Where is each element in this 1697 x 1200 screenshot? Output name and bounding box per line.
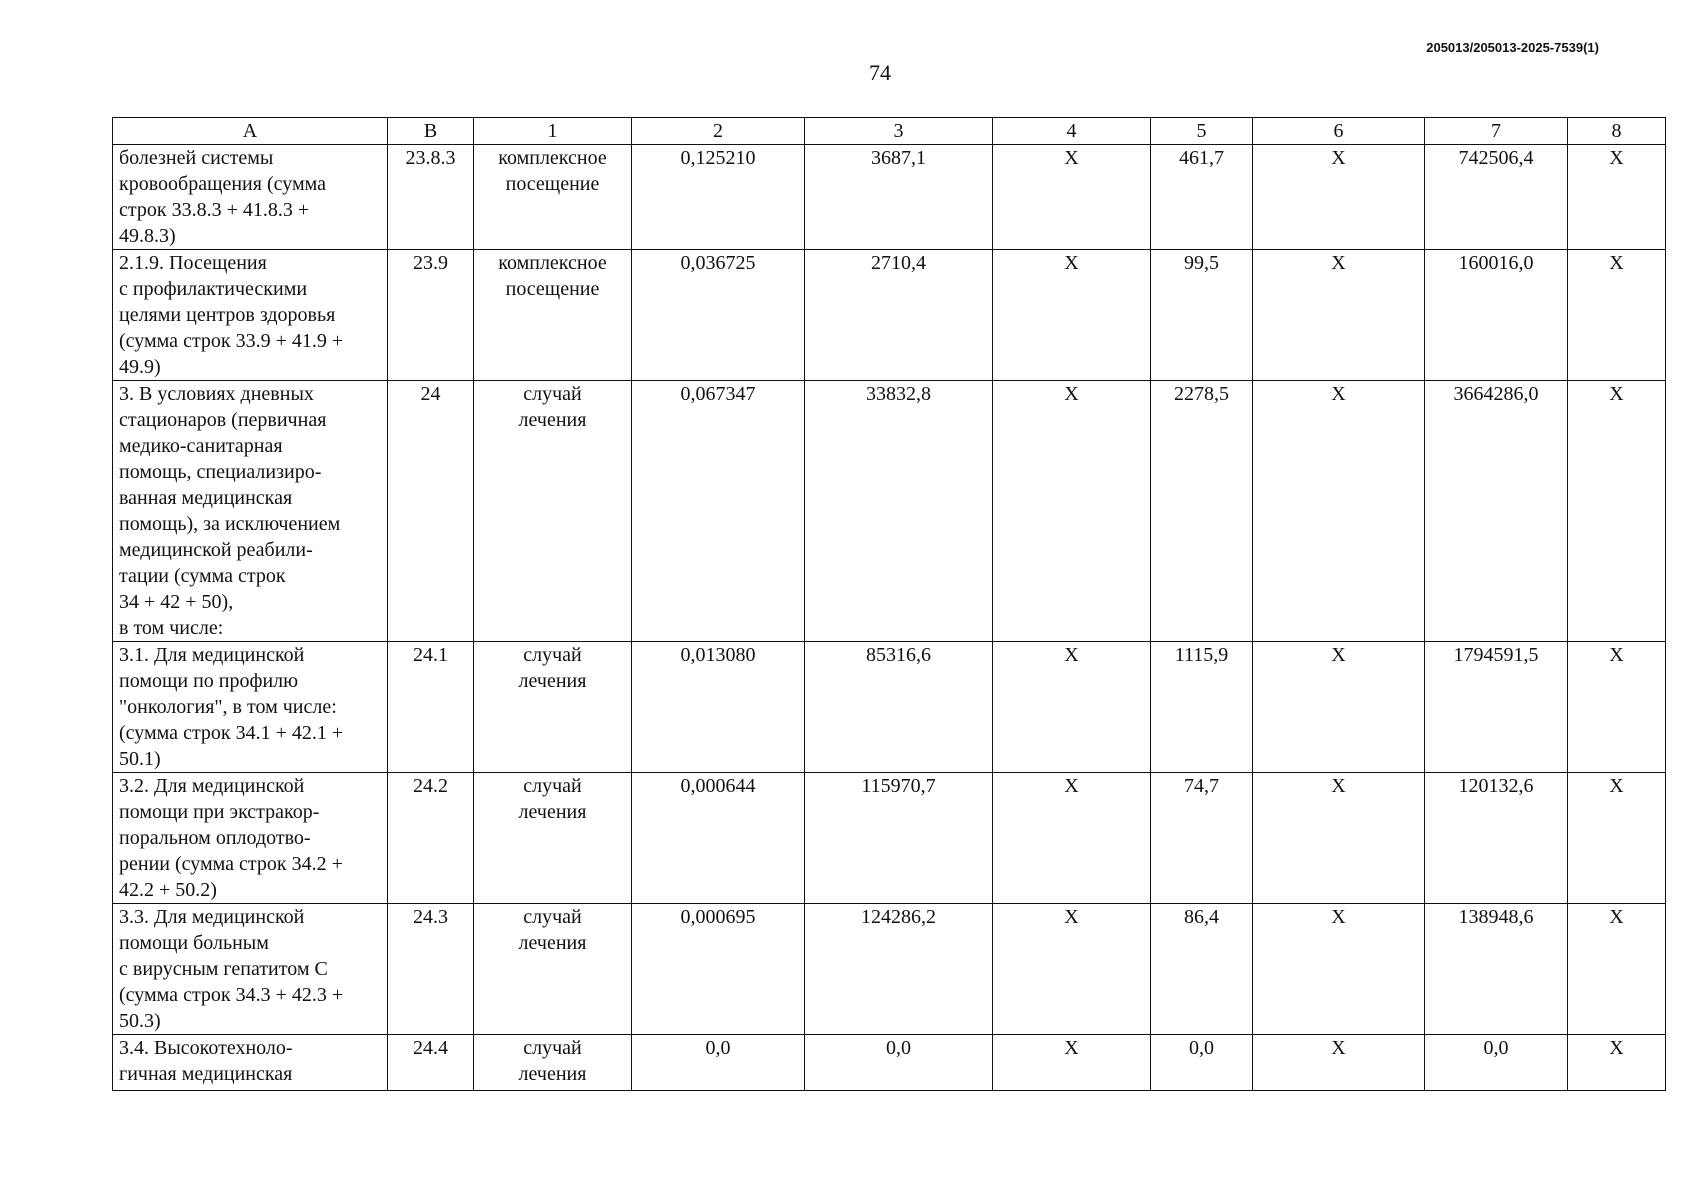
unit-line: случай bbox=[523, 775, 582, 797]
row-description bbox=[113, 773, 388, 904]
unit-line: посещение bbox=[505, 278, 600, 300]
cell-col3: 2710,4 bbox=[805, 250, 993, 381]
description-line: 50.3) bbox=[119, 1010, 161, 1032]
description-line: рении (сумма строк 34.2 + bbox=[119, 853, 343, 875]
description-line: тации (сумма строк bbox=[119, 565, 286, 587]
description-line: строк 33.8.3 + 41.8.3 + bbox=[119, 199, 310, 221]
table-row bbox=[113, 773, 1666, 904]
cell-col5: 461,7 bbox=[1151, 145, 1253, 250]
column-header: 3 bbox=[805, 118, 993, 145]
cell-col8: Х bbox=[1568, 250, 1666, 381]
document-id: 205013/205013-2025-7539(1) bbox=[1426, 40, 1599, 55]
row-unit bbox=[474, 642, 632, 773]
unit-line: посещение bbox=[505, 173, 600, 195]
column-header: 5 bbox=[1151, 118, 1253, 145]
cell-col3: 85316,6 bbox=[805, 642, 993, 773]
description-line: стационаров (первичная bbox=[119, 409, 327, 431]
description-line: 34 + 42 + 50), bbox=[119, 591, 234, 613]
column-header: 1 bbox=[474, 118, 632, 145]
row-description bbox=[113, 381, 388, 642]
unit-line: лечения bbox=[518, 801, 587, 823]
cell-col4: Х bbox=[993, 250, 1151, 381]
unit-line: лечения bbox=[518, 670, 587, 692]
row-description bbox=[113, 1035, 388, 1091]
unit-line: лечения bbox=[518, 932, 587, 954]
cell-col2: 0,067347 bbox=[632, 381, 805, 642]
cell-col2: 0,0 bbox=[632, 1035, 805, 1091]
description-line: "онкология", в том числе: bbox=[119, 696, 337, 718]
cell-col4: Х bbox=[993, 904, 1151, 1035]
description-line: 3.3. Для медицинской bbox=[119, 906, 305, 928]
cell-col2: 0,000695 bbox=[632, 904, 805, 1035]
cell-col4: Х bbox=[993, 1035, 1151, 1091]
unit-line: лечения bbox=[518, 409, 587, 431]
cell-col8: Х bbox=[1568, 904, 1666, 1035]
row-description bbox=[113, 642, 388, 773]
row-description bbox=[113, 250, 388, 381]
description-line: 2.1.9. Посещения bbox=[119, 252, 267, 274]
cell-col4: Х bbox=[993, 773, 1151, 904]
description-line: помощи по профилю bbox=[119, 670, 299, 692]
cell-col6: Х bbox=[1253, 250, 1425, 381]
column-header: 7 bbox=[1425, 118, 1568, 145]
cell-col8: Х bbox=[1568, 381, 1666, 642]
cell-col7: 160016,0 bbox=[1425, 250, 1568, 381]
row-unit bbox=[474, 250, 632, 381]
cell-col5: 99,5 bbox=[1151, 250, 1253, 381]
page-number: 74 bbox=[869, 60, 891, 85]
cell-col7: 0,0 bbox=[1425, 1035, 1568, 1091]
cell-col6: Х bbox=[1253, 1035, 1425, 1091]
row-unit bbox=[474, 773, 632, 904]
description-line: 50.1) bbox=[119, 748, 161, 770]
table-row bbox=[113, 250, 1666, 381]
cell-col8: Х bbox=[1568, 642, 1666, 773]
description-line: 42.2 + 50.2) bbox=[119, 879, 217, 901]
cell-col6: Х bbox=[1253, 145, 1425, 250]
column-header: 6 bbox=[1253, 118, 1425, 145]
cell-col7: 742506,4 bbox=[1425, 145, 1568, 250]
description-line: целями центров здоровья bbox=[119, 304, 336, 326]
cell-col6: Х bbox=[1253, 381, 1425, 642]
cell-col4: Х bbox=[993, 642, 1151, 773]
cell-col5: 74,7 bbox=[1151, 773, 1253, 904]
table-row bbox=[113, 145, 1666, 250]
unit-line: случай bbox=[523, 1037, 582, 1059]
description-line: помощь, специализиро- bbox=[119, 461, 322, 483]
column-header-row bbox=[113, 118, 1666, 145]
cell-col5: 1115,9 bbox=[1151, 642, 1253, 773]
cell-col3: 124286,2 bbox=[805, 904, 993, 1035]
description-line: помощь), за исключением bbox=[119, 513, 341, 535]
cell-col2: 0,036725 bbox=[632, 250, 805, 381]
row-unit bbox=[474, 1035, 632, 1091]
column-header: В bbox=[388, 118, 474, 145]
cell-col2: 0,125210 bbox=[632, 145, 805, 250]
row-code: 24.4 bbox=[388, 1035, 474, 1091]
row-code: 24.2 bbox=[388, 773, 474, 904]
description-line: медико-санитарная bbox=[119, 435, 283, 457]
cell-col3: 115970,7 bbox=[805, 773, 993, 904]
row-code: 23.8.3 bbox=[388, 145, 474, 250]
description-line: болезней системы bbox=[119, 147, 274, 169]
description-line: помощи при экстракор- bbox=[119, 801, 320, 823]
unit-line: комплексное bbox=[498, 147, 607, 169]
row-code: 24 bbox=[388, 381, 474, 642]
description-line: 49.9) bbox=[119, 356, 161, 378]
column-header: 4 bbox=[993, 118, 1151, 145]
description-line: гичная медицинская bbox=[119, 1063, 293, 1085]
cell-col7: 138948,6 bbox=[1425, 904, 1568, 1035]
description-line: 3.4. Высокотехноло- bbox=[119, 1037, 293, 1059]
table-row bbox=[113, 642, 1666, 773]
cell-col3: 3687,1 bbox=[805, 145, 993, 250]
cell-col6: Х bbox=[1253, 904, 1425, 1035]
cell-col3: 0,0 bbox=[805, 1035, 993, 1091]
description-line: 3.2. Для медицинской bbox=[119, 775, 305, 797]
cell-col6: Х bbox=[1253, 642, 1425, 773]
description-line: помощи больным bbox=[119, 932, 269, 954]
column-header: 8 bbox=[1568, 118, 1666, 145]
description-line: с профилактическими bbox=[119, 278, 308, 300]
description-line: 3.1. Для медицинской bbox=[119, 644, 305, 666]
cell-col8: Х bbox=[1568, 773, 1666, 904]
table-row bbox=[113, 381, 1666, 642]
unit-line: случай bbox=[523, 383, 582, 405]
cell-col7: 3664286,0 bbox=[1425, 381, 1568, 642]
cell-col5: 86,4 bbox=[1151, 904, 1253, 1035]
cell-col5: 0,0 bbox=[1151, 1035, 1253, 1091]
description-line: кровообращения (сумма bbox=[119, 173, 327, 195]
unit-line: случай bbox=[523, 644, 582, 666]
row-description bbox=[113, 145, 388, 250]
column-header: 2 bbox=[632, 118, 805, 145]
row-unit bbox=[474, 904, 632, 1035]
row-unit bbox=[474, 145, 632, 250]
unit-line: комплексное bbox=[498, 252, 607, 274]
table-row bbox=[113, 1035, 1666, 1091]
column-header: А bbox=[113, 118, 388, 145]
description-line: в том числе: bbox=[119, 617, 224, 639]
cell-col6: Х bbox=[1253, 773, 1425, 904]
row-unit bbox=[474, 381, 632, 642]
cell-col3: 33832,8 bbox=[805, 381, 993, 642]
description-line: поральном оплодотво- bbox=[119, 827, 311, 849]
description-line: медицинской реабили- bbox=[119, 539, 313, 561]
description-line: 3. В условиях дневных bbox=[119, 383, 314, 405]
cell-col4: Х bbox=[993, 381, 1151, 642]
cell-col7: 120132,6 bbox=[1425, 773, 1568, 904]
unit-line: лечения bbox=[518, 1063, 587, 1085]
cell-col8: Х bbox=[1568, 145, 1666, 250]
cell-col4: Х bbox=[993, 145, 1151, 250]
cell-col8: Х bbox=[1568, 1035, 1666, 1091]
description-line: (сумма строк 34.1 + 42.1 + bbox=[119, 722, 344, 744]
description-line: с вирусным гепатитом С bbox=[119, 958, 328, 980]
unit-line: случай bbox=[523, 906, 582, 928]
cell-col5: 2278,5 bbox=[1151, 381, 1253, 642]
description-line: (сумма строк 33.9 + 41.9 + bbox=[119, 330, 344, 352]
row-code: 24.1 bbox=[388, 642, 474, 773]
row-code: 23.9 bbox=[388, 250, 474, 381]
description-line: ванная медицинская bbox=[119, 487, 293, 509]
cell-col7: 1794591,5 bbox=[1425, 642, 1568, 773]
cell-col2: 0,000644 bbox=[632, 773, 805, 904]
table-row bbox=[113, 904, 1666, 1035]
cell-col2: 0,013080 bbox=[632, 642, 805, 773]
data-table bbox=[112, 117, 1666, 1091]
row-code: 24.3 bbox=[388, 904, 474, 1035]
row-description bbox=[113, 904, 388, 1035]
description-line: 49.8.3) bbox=[119, 225, 176, 247]
description-line: (сумма строк 34.3 + 42.3 + bbox=[119, 984, 344, 1006]
